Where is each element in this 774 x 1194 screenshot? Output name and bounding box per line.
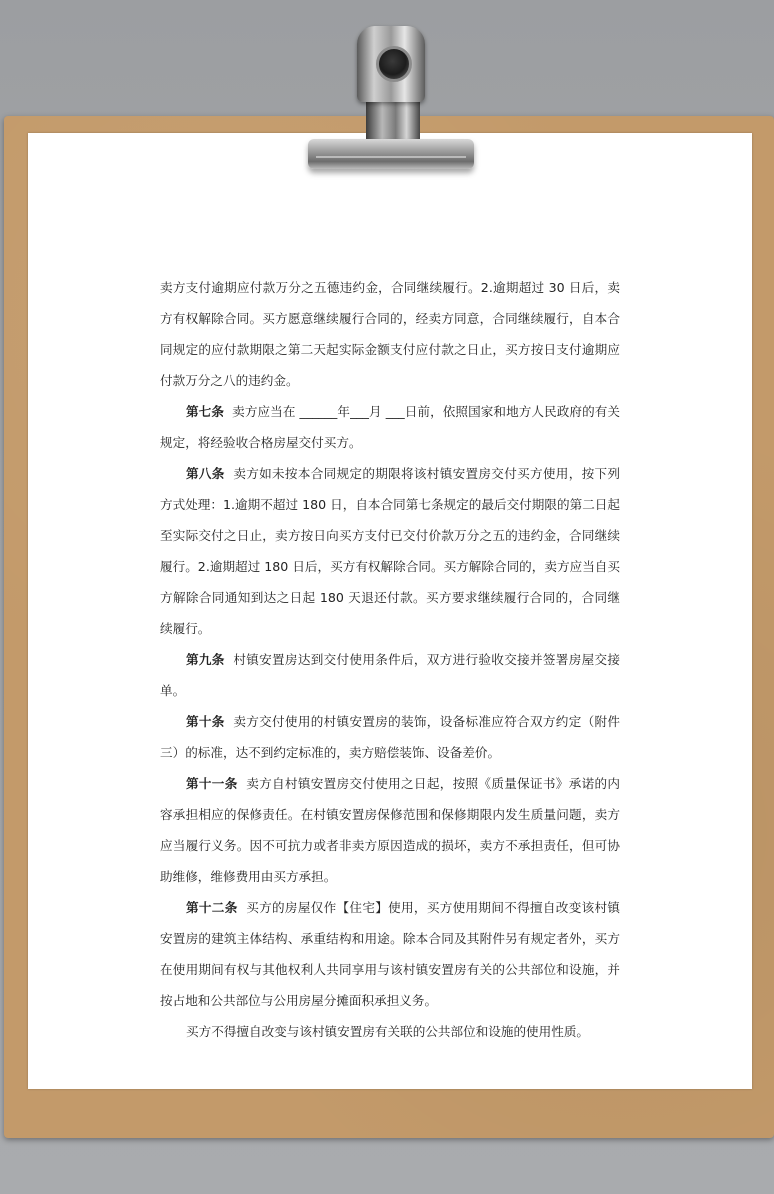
paragraph-continuation: 卖方支付逾期应付款万分之五德违约金，合同继续履行。2.逾期超过 30 日后，卖方有权解除合同。买方愿意继续履行合同的，经卖方同意，合同继续履行，自本合同规定的应付款期限之第二天起实际金额支付应付款之日止，买方按日支付逾期应付款万分之八的违约金。 (160, 280, 620, 388)
article-10-text: 卖方交付使用的村镇安置房的装饰，设备标准应符合双方约定（附件三）的标准，达不到约定标准的，卖方赔偿装饰、设备差价。 (160, 714, 620, 760)
article-12 (160, 892, 620, 1016)
article-7-label: 第七条 (186, 404, 224, 419)
clip-base (308, 139, 474, 169)
article-8 (160, 458, 620, 644)
article-7-text: 卖方应当在 ______年___月 ___日前，依照国家和地方人民政府的有关规定，将经验收合格房屋交付买方。 (160, 404, 620, 450)
article-11 (160, 768, 620, 892)
article-7 (160, 396, 620, 458)
contract-text (160, 272, 620, 1047)
article-10-label: 第十条 (186, 714, 225, 729)
article-12-label: 第十二条 (186, 900, 238, 915)
article-12-text: 买方的房屋仅作【住宅】使用，买方使用期间不得擅自改变该村镇安置房的建筑主体结构、承重结构和用途。除本合同及其附件另有规定者外，买方在使用期间有权与其他权利人共同享用与该村镇安置房有关的公共部位和设施，并按占地和公共部位与公用房屋分摊面积承担义务。 (160, 900, 621, 1008)
article-11-label: 第十一条 (186, 776, 238, 791)
clip-base-highlight (316, 156, 466, 158)
article-8-text: 卖方如未按本合同规定的期限将该村镇安置房交付买方使用，按下列方式处理：1.逾期不超过 180 日，自本合同第七条规定的最后交付期限的第二日起至实际交付之日止，卖方按日向买方支付已交付价款万分之五的违约金，合同继续履行。2.逾期超过 180 日后，买方有权解除合同。买方解除合同的，卖方应当自买方解除合同通知到达之日起 180 天退还付款。买方要求继续履行合同的，合同继续履行。 (160, 466, 620, 636)
paragraph-final: 买方不得擅自改变与该村镇安置房有关联的公共部位和设施的使用性质。 (186, 1024, 589, 1039)
article-9-label: 第九条 (186, 652, 225, 667)
article-9 (160, 644, 620, 706)
article-8-label: 第八条 (186, 466, 225, 481)
clip-hole (376, 46, 412, 82)
article-10 (160, 706, 620, 768)
article-11-text: 卖方自村镇安置房交付使用之日起，按照《质量保证书》承诺的内容承担相应的保修责任。在村镇安置房保修范围和保修期限内发生质量问题，卖方应当履行义务。因不可抗力或者非卖方原因造成的损坏，卖方不承担责任，但可协助维修，维修费用由买方承担。 (160, 776, 621, 884)
article-9-text: 村镇安置房达到交付使用条件后，双方进行验收交接并签署房屋交接单。 (160, 652, 620, 698)
